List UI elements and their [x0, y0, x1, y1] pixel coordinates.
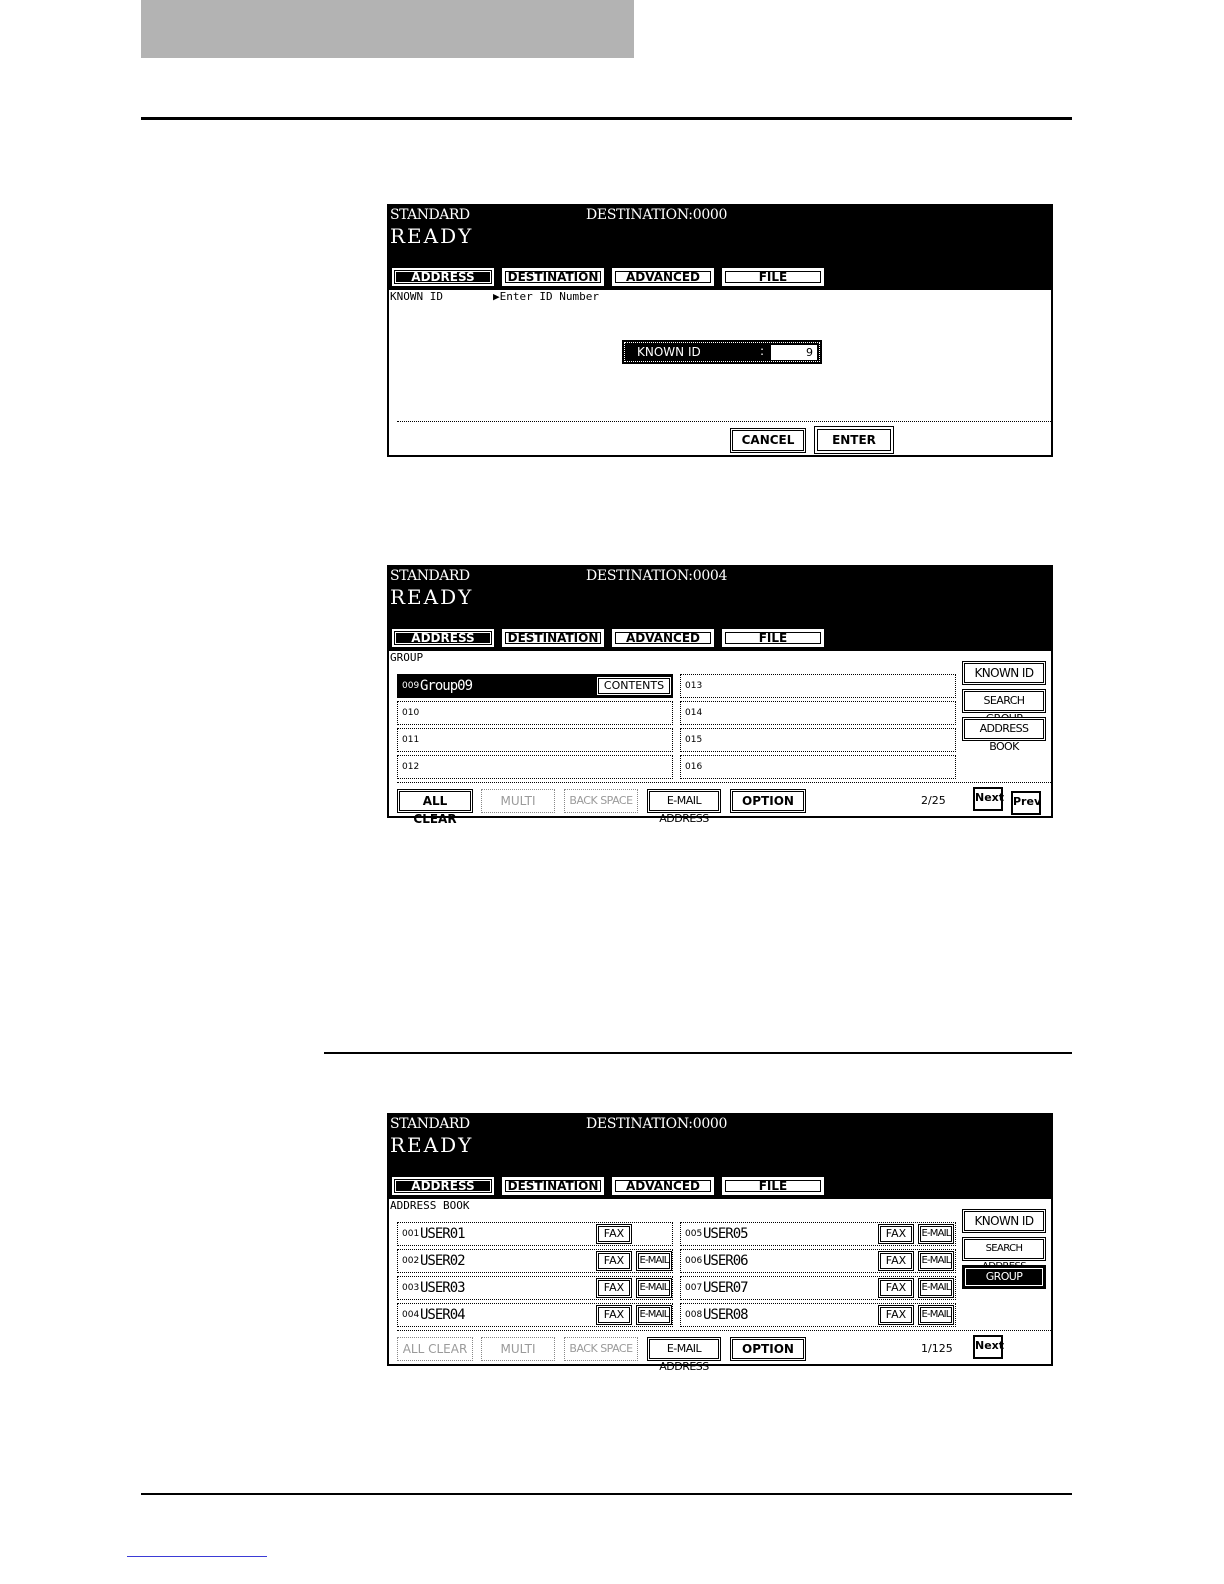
tab-file[interactable]: FILE — [722, 1177, 824, 1195]
known-id-label: KNOWN ID — [637, 345, 701, 359]
prev-page-button[interactable]: Prev — [1011, 791, 1041, 815]
option-button[interactable]: OPTION — [730, 789, 806, 813]
user-name: USER05 — [703, 1226, 748, 1242]
known-id-button[interactable]: KNOWN ID — [962, 1209, 1046, 1233]
known-id-button[interactable]: KNOWN ID — [962, 661, 1046, 685]
status-bar — [389, 1115, 1051, 1199]
fax-button[interactable]: FAX — [596, 1224, 632, 1244]
user-number: 008 — [685, 1310, 703, 1320]
fax-button[interactable]: FAX — [596, 1251, 632, 1271]
user-number: 006 — [685, 1256, 703, 1266]
email-button[interactable]: E-MAIL — [918, 1305, 954, 1325]
fax-button[interactable]: FAX — [878, 1305, 914, 1325]
group-number: 015 — [685, 735, 703, 745]
mode-label: STANDARD — [390, 1116, 470, 1132]
fax-button[interactable]: FAX — [596, 1278, 632, 1298]
top-rule — [141, 117, 1072, 120]
email-button[interactable]: E-MAIL — [918, 1224, 954, 1244]
header-gray-band — [141, 0, 634, 58]
group-row[interactable] — [397, 755, 673, 779]
field-colon: : — [760, 344, 765, 358]
email-address-button[interactable]: E-MAIL ADDRESS — [647, 1337, 721, 1361]
known-id-field[interactable] — [622, 340, 822, 364]
email-button[interactable]: E-MAIL — [636, 1278, 672, 1298]
next-page-button[interactable]: Next — [973, 787, 1003, 811]
option-button[interactable]: OPTION — [730, 1337, 806, 1361]
destination-count: DESTINATION:0004 — [586, 568, 728, 584]
tab-address[interactable]: ADDRESS — [392, 268, 494, 286]
enter-button[interactable]: ENTER — [814, 426, 894, 454]
tab-file[interactable]: FILE — [722, 629, 824, 647]
tab-address[interactable]: ADDRESS — [392, 629, 494, 647]
address-row[interactable] — [397, 1303, 673, 1327]
divider — [397, 421, 1051, 422]
tab-address[interactable]: ADDRESS — [392, 1177, 494, 1195]
email-button[interactable]: E-MAIL — [636, 1305, 672, 1325]
group-row[interactable] — [397, 728, 673, 752]
group-list-screen — [387, 565, 1053, 826]
address-row[interactable] — [680, 1249, 956, 1273]
user-number: 001 — [402, 1229, 420, 1239]
status-bar — [389, 206, 1051, 290]
tab-advanced[interactable]: ADVANCED — [612, 1177, 714, 1195]
divider — [397, 1330, 1051, 1331]
email-address-button[interactable]: E-MAIL ADDRESS — [647, 789, 721, 813]
tab-file[interactable]: FILE — [722, 268, 824, 286]
user-name: USER02 — [420, 1253, 465, 1269]
tab-destination[interactable]: DESTINATION — [502, 268, 604, 286]
group-row[interactable] — [680, 728, 956, 752]
destination-count: DESTINATION:0000 — [586, 1116, 728, 1132]
address-row[interactable] — [397, 1222, 673, 1246]
search-group-button[interactable]: SEARCH — [962, 689, 1046, 713]
back-space-button[interactable]: BACK SPACE — [564, 1337, 638, 1361]
multi-button[interactable]: MULTI — [481, 789, 555, 813]
group-row[interactable] — [680, 755, 956, 779]
group-number: 014 — [685, 708, 703, 718]
tab-destination[interactable]: DESTINATION — [502, 629, 604, 647]
known-id-input[interactable]: 9 — [771, 345, 817, 360]
status-bar — [389, 567, 1051, 651]
user-number: 005 — [685, 1229, 703, 1239]
group-number: 010 — [402, 708, 420, 718]
address-row[interactable] — [397, 1249, 673, 1273]
email-button[interactable]: E-MAIL — [636, 1251, 672, 1271]
divider — [397, 782, 1051, 783]
contents-button[interactable]: CONTENTS — [596, 676, 672, 696]
next-page-button[interactable]: Next — [973, 1335, 1003, 1359]
fax-button[interactable]: FAX — [596, 1305, 632, 1325]
cancel-button[interactable]: CANCEL — [730, 428, 806, 453]
fax-button[interactable]: FAX — [878, 1224, 914, 1244]
address-book-button[interactable]: ADDRESS BOOK — [962, 717, 1046, 741]
user-name: USER07 — [703, 1280, 748, 1296]
group-name: Group09 — [420, 678, 473, 694]
breadcrumb: KNOWN ID — [390, 290, 443, 303]
group-number: 016 — [685, 762, 703, 772]
ready-status: READY — [390, 224, 474, 248]
group-row[interactable] — [680, 701, 956, 725]
instruction-text: ▶Enter ID Number — [493, 290, 599, 303]
group-number: 012 — [402, 762, 420, 772]
fax-button[interactable]: FAX — [878, 1251, 914, 1271]
user-name: USER04 — [420, 1307, 465, 1323]
group-row[interactable] — [680, 674, 956, 698]
group-number: 011 — [402, 735, 420, 745]
tab-destination[interactable]: DESTINATION — [502, 1177, 604, 1195]
user-number: 002 — [402, 1256, 420, 1266]
bottom-rule — [141, 1493, 1072, 1495]
mode-label: STANDARD — [390, 568, 470, 584]
address-row[interactable] — [397, 1276, 673, 1300]
email-button[interactable]: E-MAIL — [918, 1251, 954, 1271]
section-rule — [324, 1052, 1072, 1054]
email-button[interactable]: E-MAIL — [918, 1278, 954, 1298]
user-name: USER03 — [420, 1280, 465, 1296]
user-name: USER08 — [703, 1307, 748, 1323]
address-book-screen — [387, 1113, 1053, 1373]
ready-status: READY — [390, 585, 474, 609]
breadcrumb: GROUP — [390, 651, 424, 664]
user-name: USER06 — [703, 1253, 748, 1269]
address-row[interactable] — [680, 1303, 956, 1327]
tab-advanced[interactable]: ADVANCED — [612, 629, 714, 647]
all-clear-button[interactable]: ALL CLEAR — [397, 789, 473, 813]
multi-button[interactable]: MULTI — [481, 1337, 555, 1361]
group-button[interactable]: GROUP — [962, 1265, 1046, 1289]
footer-link-underline[interactable] — [127, 1556, 267, 1557]
all-clear-button[interactable]: ALL CLEAR — [397, 1337, 473, 1361]
address-row[interactable] — [680, 1222, 956, 1246]
tab-advanced[interactable]: ADVANCED — [612, 268, 714, 286]
page-indicator: 2/25 — [921, 794, 946, 807]
user-name: USER01 — [420, 1226, 465, 1242]
ready-status: READY — [390, 1133, 474, 1157]
group-number: 013 — [685, 681, 703, 691]
known-id-screen — [387, 204, 1053, 457]
address-row[interactable] — [680, 1276, 956, 1300]
group-row[interactable] — [397, 701, 673, 725]
mode-label: STANDARD — [390, 207, 470, 223]
group-row[interactable] — [397, 674, 673, 698]
fax-button[interactable]: FAX — [878, 1278, 914, 1298]
breadcrumb: ADDRESS BOOK — [390, 1199, 470, 1212]
search-address-button[interactable]: SEARCH — [962, 1237, 1046, 1261]
group-number: 009 — [402, 681, 420, 691]
destination-count: DESTINATION:0000 — [586, 207, 728, 223]
back-space-button[interactable]: BACK SPACE — [564, 789, 638, 813]
user-number: 003 — [402, 1283, 420, 1293]
page-indicator: 1/125 — [921, 1342, 953, 1355]
user-number: 004 — [402, 1310, 420, 1320]
user-number: 007 — [685, 1283, 703, 1293]
